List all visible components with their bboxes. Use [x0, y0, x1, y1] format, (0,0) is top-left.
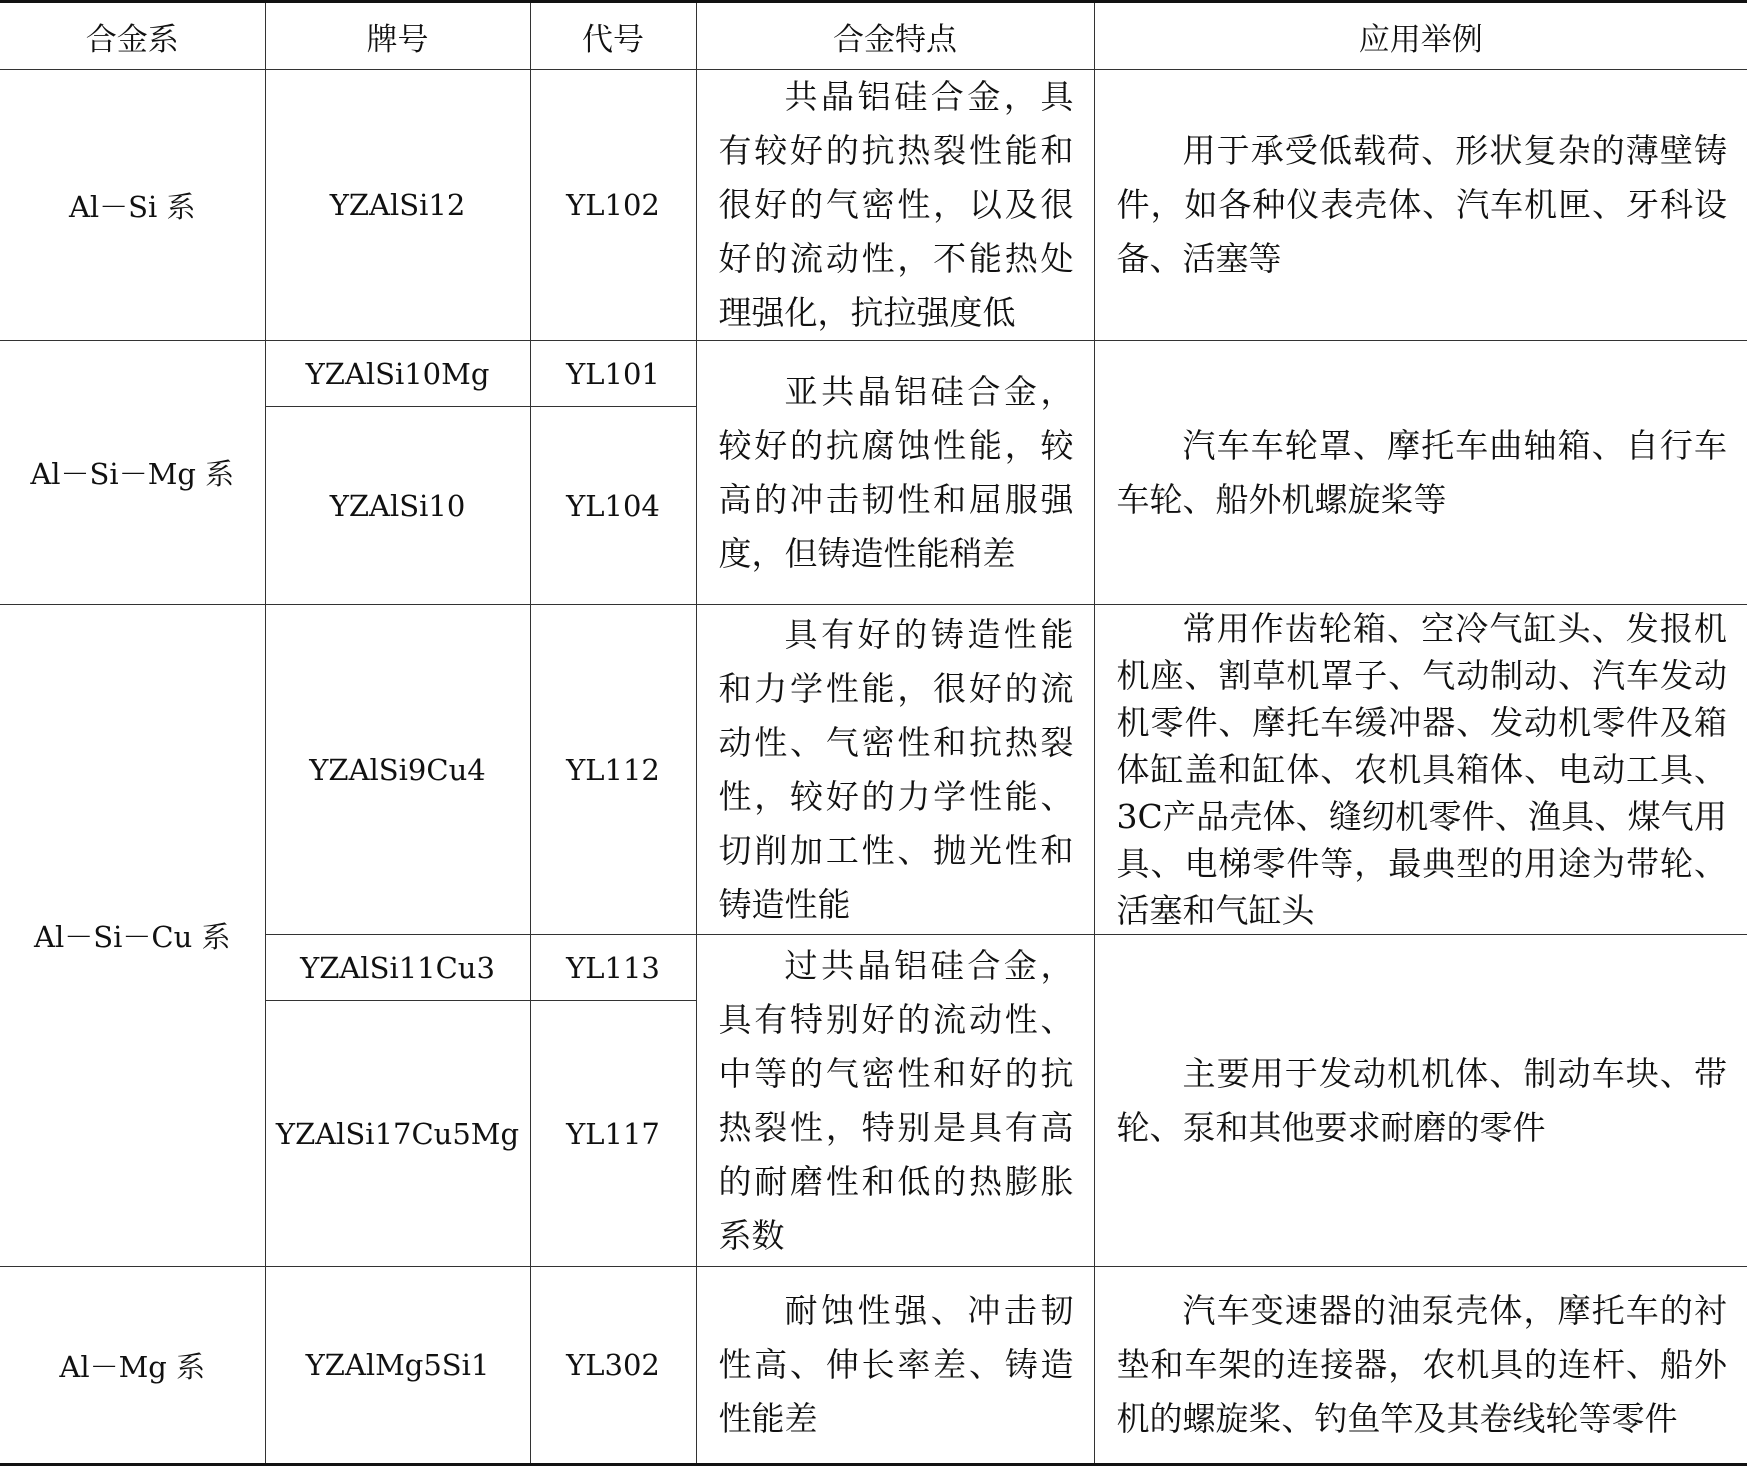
grade-cell: YZAlSi12: [265, 70, 530, 341]
code-cell: YL104: [530, 407, 696, 605]
grade-cell: YZAlSi9Cu4: [265, 605, 530, 935]
table-row: [0, 70, 1747, 341]
header-grade: 牌号: [265, 2, 530, 70]
applications-cell: 汽车变速器的油泵壳体，摩托车的衬垫和车架的连接器，农机具的连杆、船外机的螺旋桨、钓鱼竿及其卷线轮等零件: [1094, 1267, 1747, 1465]
table-row: [0, 1267, 1747, 1465]
code-cell: YL113: [530, 935, 696, 1001]
table-row: [0, 605, 1747, 935]
grade-cell: YZAlSi11Cu3: [265, 935, 530, 1001]
applications-cell: 用于承受低载荷、形状复杂的薄壁铸件，如各种仪表壳体、汽车机匣、牙科设备、活塞等: [1094, 70, 1747, 341]
header-row: [0, 2, 1747, 70]
header-applications: 应用举例: [1094, 2, 1747, 70]
features-cell: 共晶铝硅合金，具有较好的抗热裂性能和很好的气密性，以及很好的流动性，不能热处理强化，抗拉强度低: [696, 70, 1094, 341]
code-cell: YL102: [530, 70, 696, 341]
code-cell: YL101: [530, 341, 696, 407]
applications-cell: 汽车车轮罩、摩托车曲轴箱、自行车车轮、船外机螺旋桨等: [1094, 341, 1747, 605]
header-features: 合金特点: [696, 2, 1094, 70]
grade-cell: YZAlSi17Cu5Mg: [265, 1001, 530, 1267]
applications-cell: 常用作齿轮箱、空冷气缸头、发报机机座、割草机罩子、气动制动、汽车发动机零件、摩托车缓冲器、发动机零件及箱体缸盖和缸体、农机具箱体、电动工具、3C产品壳体、缝纫机零件、渔具、煤气用具、电梯零件等，最典型的用途为带轮、活塞和气缸头: [1094, 605, 1747, 935]
applications-cell: 主要用于发动机机体、制动车块、带轮、泵和其他要求耐磨的零件: [1094, 935, 1747, 1267]
features-cell: 具有好的铸造性能和力学性能，很好的流动性、气密性和抗热裂性，较好的力学性能、切削加工性、抛光性和铸造性能: [696, 605, 1094, 935]
grade-cell: YZAlMg5Si1: [265, 1267, 530, 1465]
table-row: [0, 341, 1747, 407]
alloy-system-cell: Al－Si－Cu 系: [0, 605, 265, 1267]
header-system: 合金系: [0, 2, 265, 70]
features-cell: 耐蚀性强、冲击韧性高、伸长率差、铸造性能差: [696, 1267, 1094, 1465]
features-cell: 亚共晶铝硅合金，较好的抗腐蚀性能，较高的冲击韧性和屈服强度，但铸造性能稍差: [696, 341, 1094, 605]
features-cell: 过共晶铝硅合金，具有特别好的流动性、中等的气密性和好的抗热裂性，特别是具有高的耐磨性和低的热膨胀系数: [696, 935, 1094, 1267]
code-cell: YL117: [530, 1001, 696, 1267]
grade-cell: YZAlSi10: [265, 407, 530, 605]
alloy-system-cell: Al－Mg 系: [0, 1267, 265, 1465]
alloy-system-cell: Al－Si 系: [0, 70, 265, 341]
code-cell: YL112: [530, 605, 696, 935]
grade-cell: YZAlSi10Mg: [265, 341, 530, 407]
alloy-system-cell: Al－Si－Mg 系: [0, 341, 265, 605]
code-cell: YL302: [530, 1267, 696, 1465]
header-code: 代号: [530, 2, 696, 70]
